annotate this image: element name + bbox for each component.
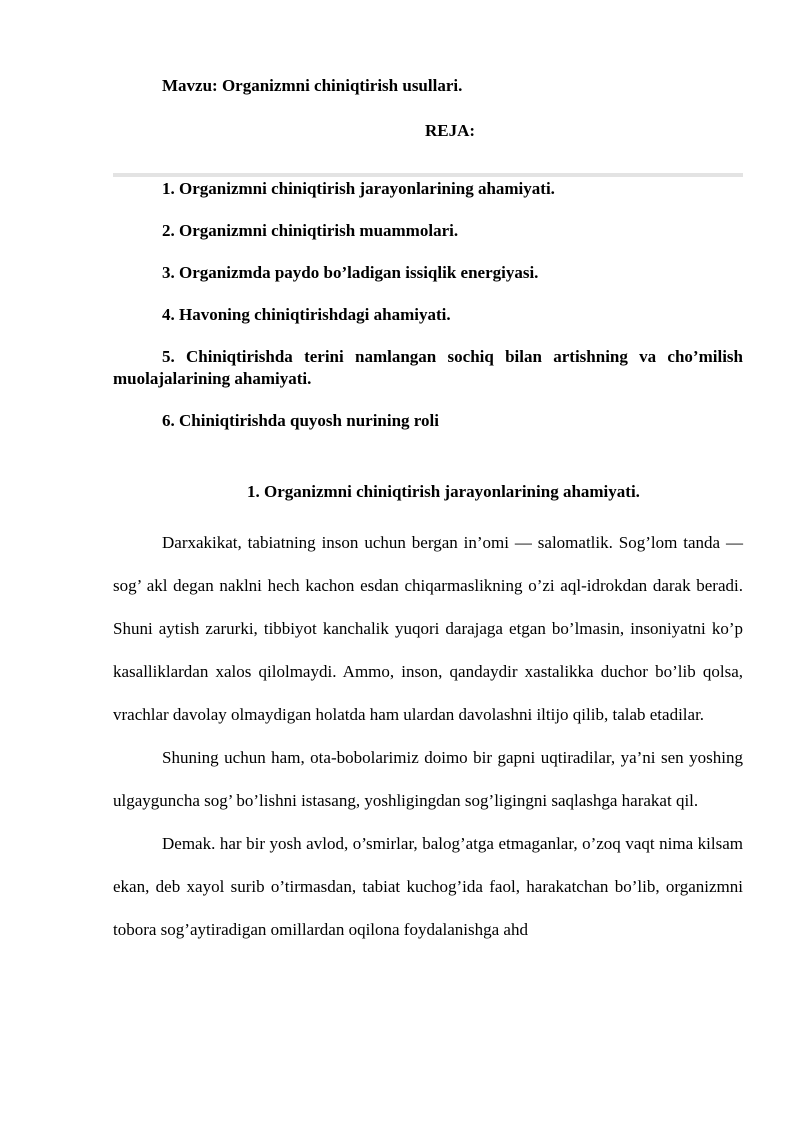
divider (113, 173, 743, 177)
body-text (113, 521, 743, 951)
plan-item-6: 6. Chiniqtirishda quyosh nurining roli (162, 411, 439, 430)
section-heading: 1. Organizmni chiniqtirish jarayonlarining ahamiyati. (247, 482, 640, 501)
plan-item-5: 5. Chiniqtirishda terini namlangan sochiq bilan artishning va cho’milish muolajalarining ahamiyati. (113, 347, 743, 388)
plan-title: REJA: (425, 121, 476, 140)
plan-item-3: 3. Organizmda paydo bo’ladigan issiqlik energiyasi. (162, 263, 539, 282)
plan-item-4: 4. Havoning chiniqtirishdagi ahamiyati. (162, 305, 451, 324)
paragraph-2: Shuning uchun ham, ota-bobolarimiz doimo bir gapni uqtiradilar, ya’ni sen yoshing ulgayguncha sog’ bo’lishni istasang, yoshligingdan sog’ligingni saqlashga harakat qil. (113, 748, 743, 810)
paragraph-1: Darxakikat, tabiatning inson uchun bergan in’omi — salomatlik. Sog’lom tanda —sog’ akl degan naklni hech kachon esdan chiqarmaslikning o’zi aql-idrokdan darak beradi. Shuni aytish zarurki, tibbiyot kanchalik yuqori darajaga etgan bo’lmasin, insoniyatni ko’p kasalliklardan xalos qilolmaydi. Ammo, inson, qandaydir xastalikka duchor bo’lib qolsa, vrachlar davolay olmaydigan holatda ham ulardan davolashni iltijo qilib, talab etadilar. (113, 533, 743, 724)
plan-list (113, 178, 743, 452)
paragraph-3: Demak. har bir yosh avlod, o’smirlar, balog’atga etmaganlar, o’zoq vaqt nima kilsam ekan, deb xayol surib o’tirmasdan, tabiat kuchog’ida faol, harakatchan bo’lib, organizmni tobora sog’aytiradigan omillardan oqilona foydalanishga ahd (113, 834, 743, 939)
document-topic: Mavzu: Organizmni chiniqtirish usullari. (162, 76, 463, 95)
plan-item-2: 2. Organizmni chiniqtirish muammolari. (162, 221, 459, 240)
plan-item-1: 1. Organizmni chiniqtirish jarayonlarining ahamiyati. (162, 179, 555, 198)
